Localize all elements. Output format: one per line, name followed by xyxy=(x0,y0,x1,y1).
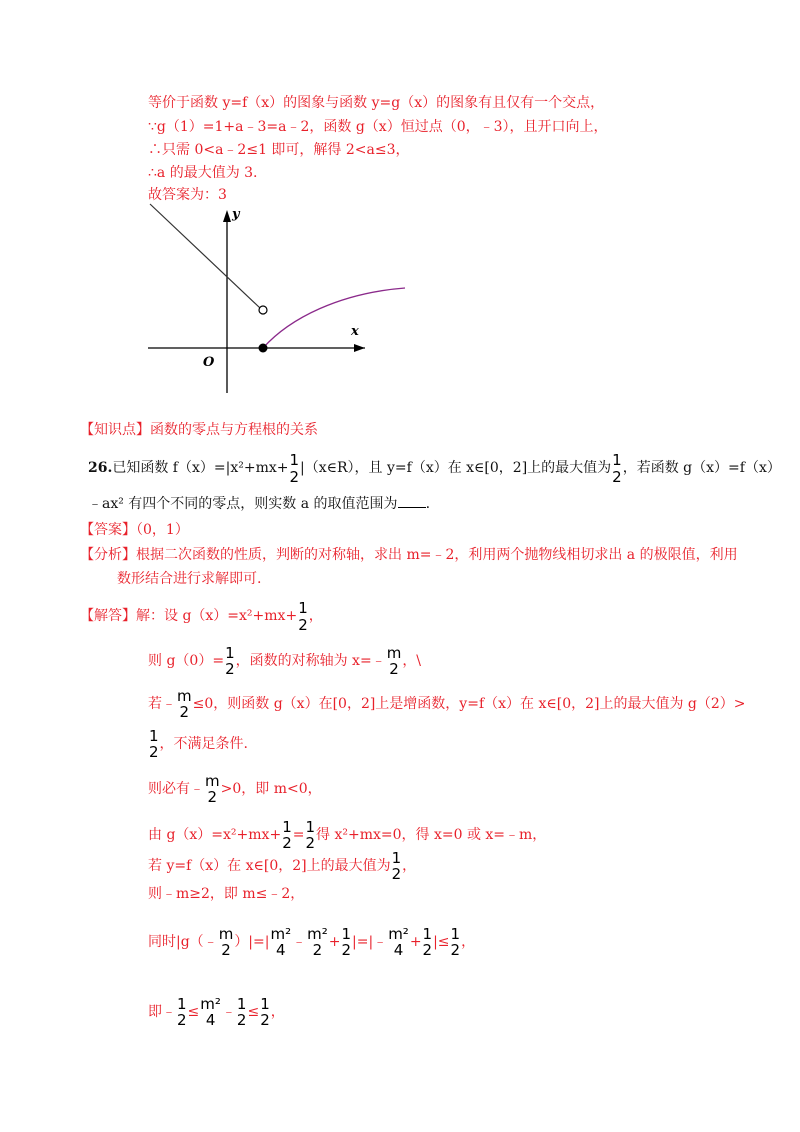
fraction-m-squared-over-4: m² 4 xyxy=(270,925,292,959)
analysis-tag: 【分析】 xyxy=(80,547,136,563)
solution-line-answer: 故答案为：3 xyxy=(148,187,227,203)
solution-line-8: 则﹣m≥2，即 m≤﹣2， xyxy=(148,886,305,902)
knowledge-point-text: 函数的零点与方程根的关系 xyxy=(150,422,318,438)
solution-line-7: 若 y=f（x）在 x∈[0，2]上的最大值为 1 2 ， xyxy=(148,849,417,883)
solution-line-equivalence: 等价于函数 y=f（x）的图象与函数 y=g（x）的图象有且仅有一个交点， xyxy=(148,95,605,111)
solution-line-6: 由 g（x）=x²+mx+ 1 2 = 1 2 得 x²+mx=0，得 x=0 或 x=﹣m， xyxy=(148,818,547,852)
fraction-m-over-2: m 2 xyxy=(177,687,192,721)
answer-text: （0，1） xyxy=(136,522,189,538)
function-graph xyxy=(140,198,420,398)
answer-line xyxy=(80,520,189,540)
fraction-m-squared-over-4: m² 4 xyxy=(200,995,221,1029)
fraction-one-half: 1 2 xyxy=(298,598,308,634)
question-26-line1 xyxy=(88,448,781,488)
question-number: 26. xyxy=(88,460,113,476)
solution-tag: 【解答】 xyxy=(80,608,136,624)
solution-line-max: ∴a 的最大值为 3. xyxy=(148,165,258,181)
fraction-one-half: 1 2 xyxy=(260,995,270,1029)
answer-blank xyxy=(398,495,426,508)
solution-line-g1: ∵g（1）=1+a﹣3=a﹣2，函数 g（x）恒过点（0，﹣3），且开口向上， xyxy=(148,119,608,135)
question-26-line2 xyxy=(88,494,430,514)
question-part1: 已知函数 f（x）=|x²+mx+ xyxy=(112,460,289,476)
question-line2: ﹣ax² 有四个不同的零点，则实数 a 的取值范围为 xyxy=(88,496,398,512)
left-line-segment xyxy=(150,204,260,308)
fraction-one-half: 1 2 xyxy=(305,818,316,852)
fraction-m-over-2: m 2 xyxy=(218,925,234,959)
fraction-one-half: 1 2 xyxy=(289,450,300,486)
fraction-m-squared-over-4: m² 4 xyxy=(388,925,409,959)
fraction-one-half: 1 2 xyxy=(422,925,433,959)
right-curve xyxy=(263,288,405,348)
closed-endpoint xyxy=(259,344,268,353)
fraction-one-half: 1 2 xyxy=(282,818,292,852)
answer-tag: 【答案】 xyxy=(80,522,136,538)
open-endpoint xyxy=(259,306,267,314)
fraction-one-half: 1 2 xyxy=(391,849,402,883)
knowledge-point xyxy=(80,420,318,440)
fraction-one-half: 1 2 xyxy=(450,925,461,959)
solution-line-4: 1 2 ，不满足条件. xyxy=(149,727,248,761)
solution-line-2: 则 g（0）= 1 2 ，函数的对称轴为 x=﹣ m 2 ，\ xyxy=(148,644,422,678)
y-label: y xyxy=(232,207,240,222)
knowledge-point-tag: 【知识点】 xyxy=(80,422,150,438)
fraction-one-half: 1 2 xyxy=(149,727,159,761)
question-blank-end: . xyxy=(425,496,431,512)
fraction-m-squared-over-2: m² 2 xyxy=(307,925,328,959)
origin-label: O xyxy=(203,355,215,370)
solution-line-9: 同时|g（﹣ m 2 ）|=| m² 4 ﹣ m² 2 + 1 2 |=|﹣ m² 4 + 1 2 |≤ 1 2 ， xyxy=(148,925,476,959)
fraction-m-over-2: m 2 xyxy=(386,644,402,678)
question-part2: |（x∈R），且 y=f（x）在 x∈[0，2]上的最大值为 xyxy=(300,460,612,476)
x-axis-arrow xyxy=(354,344,365,352)
fraction-one-half: 1 2 xyxy=(341,925,352,959)
fraction-one-half: 1 2 xyxy=(612,450,622,486)
analysis-line2: 数形结合进行求解即可. xyxy=(117,571,262,587)
y-axis-arrow xyxy=(223,210,231,222)
question-part3: ，若函数 g（x）=f（x） xyxy=(622,460,781,476)
x-label: x xyxy=(351,324,359,339)
fraction-m-over-2: m 2 xyxy=(205,772,220,806)
solution-line-3: 若﹣ m 2 ≤0，则函数 g（x）在[0，2]上是增函数，y=f（x）在 x∈[0，2]上的最大值为 g（2）> xyxy=(148,687,746,721)
analysis-text-1: 根据二次函数的性质，判断的对称轴，求出 m=﹣2，利用两个抛物线相切求出 a 的极限值，利用 xyxy=(136,547,738,563)
analysis-line1 xyxy=(80,545,738,565)
fraction-one-half: 1 2 xyxy=(236,995,247,1029)
solution-line-1: 【解答】解：设 g（x）=x²+mx+ 1 2 ， xyxy=(80,598,323,634)
solution-line-condition: ∴只需 0<a﹣2≤1 即可，解得 2<a≤3， xyxy=(148,142,410,158)
fraction-one-half: 1 2 xyxy=(225,644,235,678)
solution-line-5: 则必有﹣ m 2 >0，即 m<0， xyxy=(148,772,322,806)
fraction-one-half: 1 2 xyxy=(177,995,187,1029)
solution-line-10: 即﹣ 1 2 ≤ m² 4 ﹣ 1 2 ≤ 1 2 ， xyxy=(148,995,285,1029)
